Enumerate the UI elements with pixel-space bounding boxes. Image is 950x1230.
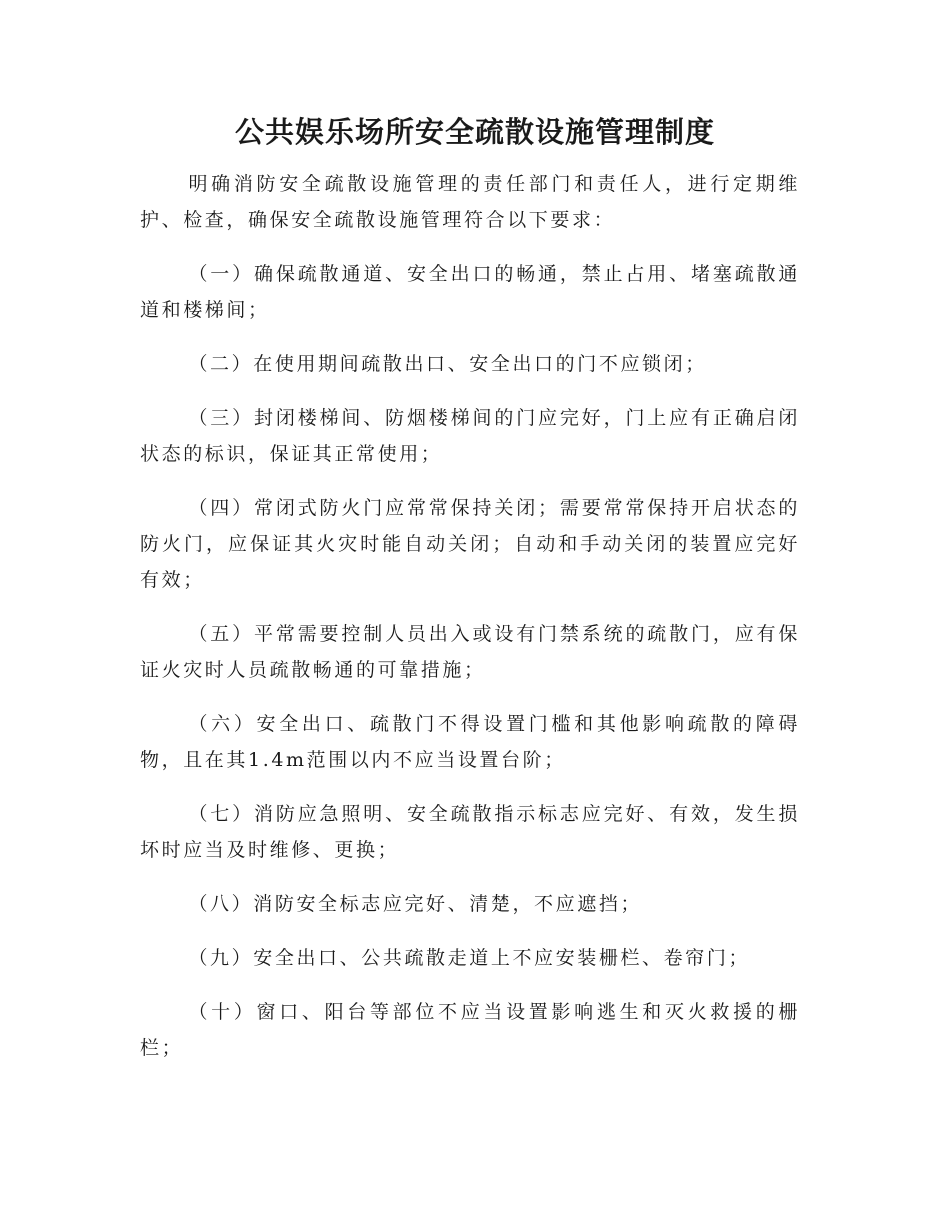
rule-item-1: （一）确保疏散通道、安全出口的畅通，禁止占用、堵塞疏散通道和楼梯间；	[140, 263, 800, 321]
rule-item-10: （十）窗口、阳台等部位不应当设置影响逃生和灭火救援的栅栏；	[140, 1001, 800, 1059]
rule-item-8: （八）消防安全标志应完好、清楚，不应遮挡；	[188, 893, 643, 915]
document-title: 公共娱乐场所安全疏散设施管理制度	[234, 115, 715, 149]
rule-item-9: （九）安全出口、公共疏散走道上不应安装栅栏、卷帘门；	[188, 947, 751, 969]
rule-item-7: （七）消防应急照明、安全疏散指示标志应完好、有效，发生损坏时应当及时维修、更换；	[140, 803, 800, 861]
document-body	[140, 166, 800, 1084]
rule-item-3: （三）封闭楼梯间、防烟楼梯间的门应完好，门上应有正确启闭状态的标识，保证其正常使用；	[140, 407, 800, 465]
rule-item-5: （五）平常需要控制人员出入或设有门禁系统的疏散门，应有保证火灾时人员疏散畅通的可靠措施；	[140, 623, 800, 681]
intro-paragraph: 明确消防安全疏散设施管理的责任部门和责任人，进行定期维护、检查，确保安全疏散设施管理符合以下要求：	[140, 173, 800, 231]
rule-item-6: （六）安全出口、疏散门不得设置门槛和其他影响疏散的障碍物，且在其1.4m范围以内不应当设置台阶；	[140, 713, 800, 771]
rule-item-2: （二）在使用期间疏散出口、安全出口的门不应锁闭；	[188, 353, 707, 375]
rule-item-4: （四）常闭式防火门应常常保持关闭；需要常常保持开启状态的防火门，应保证其火灾时能自动关闭；自动和手动关闭的装置应完好有效；	[140, 497, 800, 591]
